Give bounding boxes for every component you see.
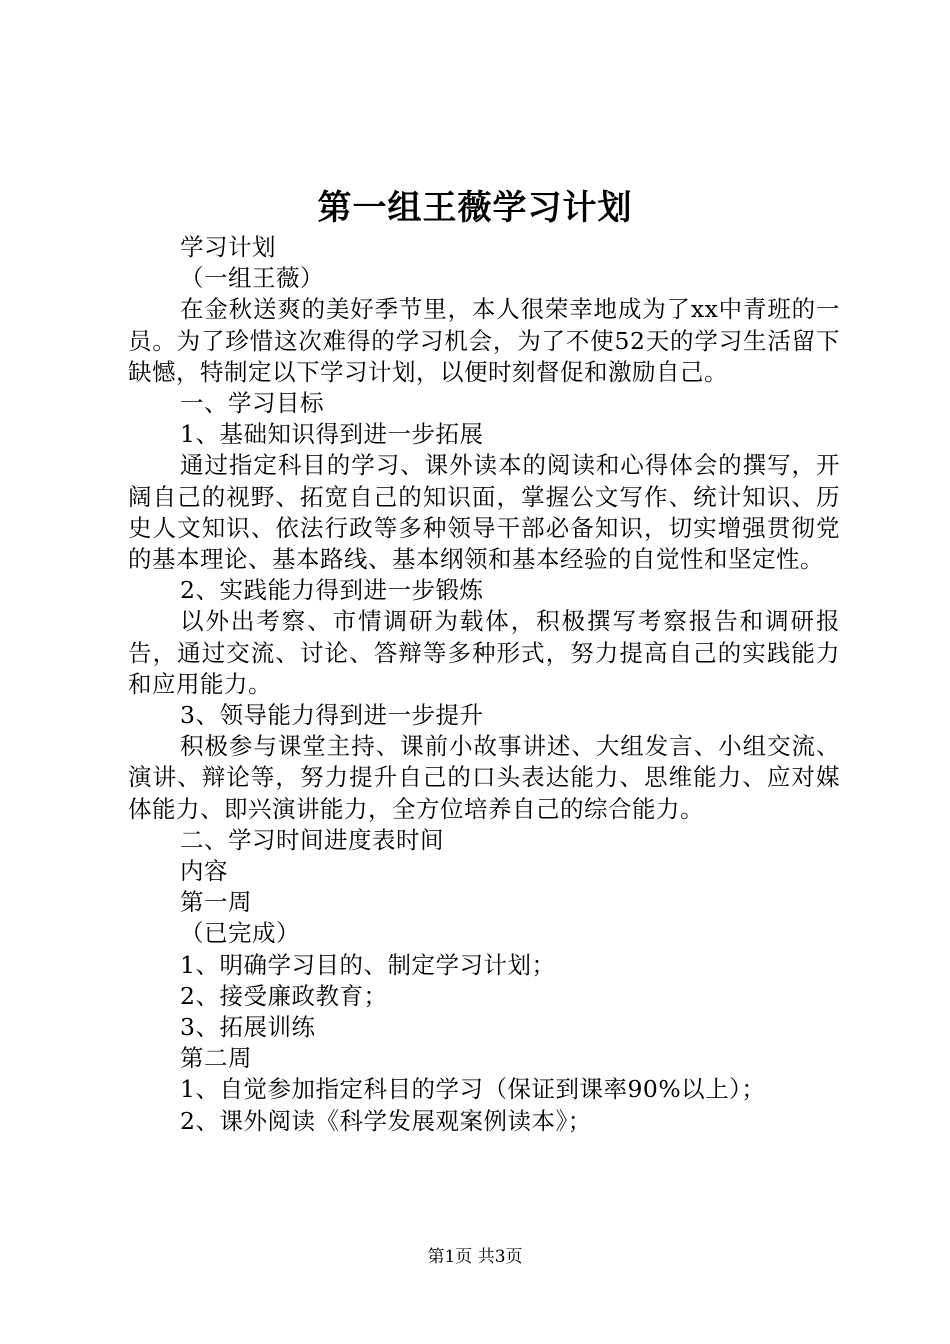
paragraph: 积极参与课堂主持、课前小故事讲述、大组发言、小组交流、演讲、辩论等，努力提升自己的口头表达能力、思维能力、应对媒体能力、即兴演讲能力，全方位培养自己的综合能力。 [128,732,840,823]
paragraph: （一组王薇） [180,264,324,293]
paragraph: 第二周 [180,1044,252,1073]
paragraph: 以外出考察、市情调研为载体，积极撰写考察报告和调研报告，通过交流、讨论、答辩等多种形式，努力提高自己的实践能力和应用能力。 [128,607,840,698]
paragraph: 3、拓展训练 [180,1013,316,1042]
paragraph: 内容 [180,857,228,886]
paragraph: 3、领导能力得到进一步提升 [180,701,484,730]
paragraph: 通过指定科目的学习、课外读本的阅读和心得体会的撰写，开阔自己的视野、拓宽自己的知识面，掌握公文写作、统计知识、历史人文知识、依法行政等多种领导干部必备知识，切实增强贯彻党的基本理论、基本路线、基本纲领和基本经验的自觉性和坚定性。 [128,451,840,574]
document-title: 第一组王薇学习计划 [317,188,633,228]
paragraph: 2、接受廉政教育； [180,981,388,1010]
paragraph: （已完成） [180,919,300,948]
page-footer: 第1页 共3页 [427,1247,523,1267]
paragraph: 1、基础知识得到进一步拓展 [180,420,484,449]
paragraph: 第一周 [180,888,252,917]
document-body [128,232,840,1137]
paragraph: 2、课外阅读《科学发展观案例读本》； [180,1106,592,1135]
paragraph: 2、实践能力得到进一步锻炼 [180,576,484,605]
paragraph: 二、学习时间进度表时间 [180,825,444,854]
paragraph: 学习计划 [180,233,276,261]
paragraph: 在金秋送爽的美好季节里，本人很荣幸地成为了xx中青班的一员。为了珍惜这次难得的学习机会，为了不使52天的学习生活留下缺憾，特制定以下学习计划，以便时刻督促和激励自己。 [128,295,840,386]
paragraph: 一、学习目标 [180,389,324,418]
paragraph: 1、自觉参加指定科目的学习（保证到课率90%以上）； [180,1075,766,1104]
paragraph: 1、明确学习目的、制定学习计划； [180,950,556,979]
